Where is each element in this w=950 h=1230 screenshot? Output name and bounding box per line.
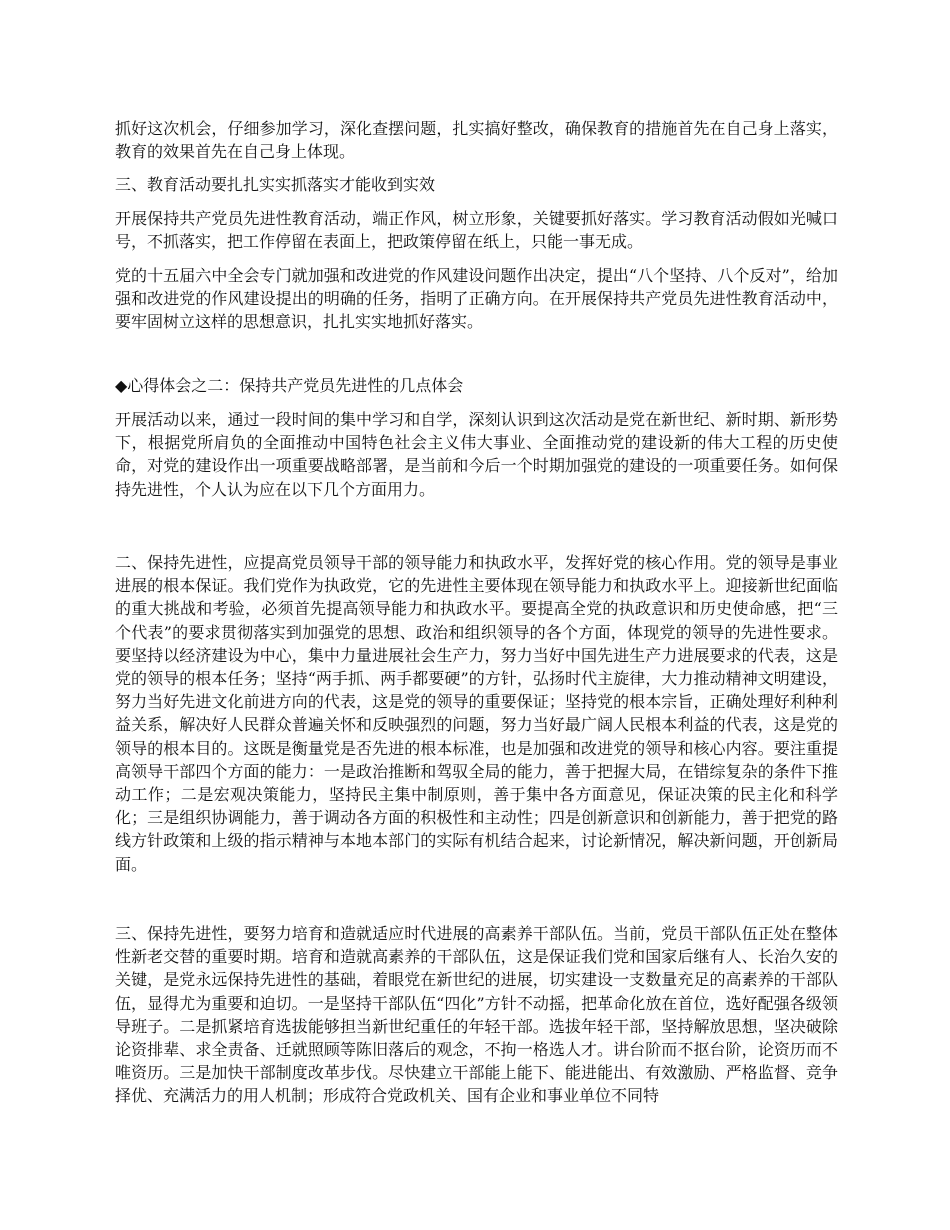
- paragraph-3: 党的十五届六中全会专门就加强和改进党的作风建设问题作出决定，提出“八个坚持、八个反对”，给加强和改进党的作风建设提出的明确的任务，指明了正确方向。在开展保持共产党员先进性教育活动中，要牢固树立这样的思想意识，扎扎实实地抓好落实。: [115, 266, 838, 332]
- paragraph-1: 抓好这次机会，仔细参加学习，深化查摆问题，扎实搞好整改，确保教育的措施首先在自己身上落实，教育的效果首先在自己身上体现。: [115, 119, 838, 162]
- section-heading-3-education: 三、教育活动要扎扎实实抓落实才能收到实效: [115, 175, 436, 194]
- paragraph-4: 开展活动以来，通过一段时间的集中学习和自学，深刻认识到这次活动是党在新世纪、新时期、新形势下，根据党所肩负的全面推动中国特色社会主义伟大事业、全面推动党的建设新的伟大工程的历史使命，对党的建设作出一项重要战略部署，是当前和今后一个时期加强党的建设的一项重要任务。如何保持先进性，个人认为应在以下几个方面用力。: [115, 410, 838, 499]
- paragraph-5: 二、保持先进性，应提高党员领导干部的领导能力和执政水平，发挥好党的核心作用。党的领导是事业进展的根本保证。我们党作为执政党，它的先进性主要体现在领导能力和执政水平上。迎接新世纪面临的重大挑战和考验，必须首先提高领导能力和执政水平。要提高全党的执政意识和历史使命感，把“三个代表”的要求贯彻落实到加强党的思想、政治和组织领导的各个方面，体现党的领导的先进性要求。要坚持以经济建设为中心，集中力量进展社会生产力，努力当好中国先进生产力进展要求的代表，这是党的领导的根本任务；坚持“两手抓、两手都要硬”的方针，弘扬时代主旋律，大力推动精神文明建设，努力当好先进文化前进方向的代表，这是党的领导的重要保证；坚持党的根本宗旨，正确处理好利种利益关系，解决好人民群众普遍关怀和反映强烈的问题，努力当好最广阔人民根本利益的代表，这是党的领导的根本目的。这既是衡量党是否先进的根本标准，也是加强和改进党的领导和核心内容。要注重提高领导干部四个方面的能力：一是政治推断和驾驭全局的能力，善于把握大局，在错综复杂的条件下推动工作；二是宏观决策能力，坚持民主集中制原则，善于集中各方面意见，保证决策的民主化和科学化；三是组织协调能力，善于调动各方面的积极性和主动性；四是创新意识和创新能力，善于把党的路线方针政策和上级的指示精神与本地本部门的实际有机结合起来，讨论新情况，解决新问题，开创新局面。: [115, 553, 838, 874]
- article-title-2: ◆心得体会之二：保持共产党员先进性的几点体会: [115, 376, 464, 395]
- document-page: [115, 0, 838, 1230]
- paragraph-2: 开展保持共产党员先进性教育活动，端正作风，树立形象，关键要抓好落实。学习教育活动假如光喊口号，不抓落实，把工作停留在表面上，把政策停留在纸上，只能一事无成。: [115, 209, 838, 252]
- paragraph-6: 三、保持先进性，要努力培育和造就适应时代进展的高素养干部队伍。当前，党员干部队伍正处在整体性新老交替的重要时期。培育和造就高素养的干部队伍，这是保证我们党和国家后继有人、长治久安的关键，是党永远保持先进性的基础，着眼党在新世纪的进展，切实建设一支数量充足的高素养的干部队伍，显得尤为重要和迫切。一是坚持干部队伍“四化”方针不动摇，把革命化放在首位，选好配强各级领导班子。二是抓紧培育选拔能够担当新世纪重任的年轻干部。选拔年轻干部，坚持解放思想，坚决破除论资排辈、求全责备、迁就照顾等陈旧落后的观念，不拘一格选人才。讲台阶而不抠台阶，论资历而不唯资历。三是加快干部制度改革步伐。尽快建立干部能上能下、能进能出、有效激励、严格监督、竞争择优、充满活力的用人机制；形成符合党政机关、国有企业和事业单位不同特: [115, 924, 838, 1106]
